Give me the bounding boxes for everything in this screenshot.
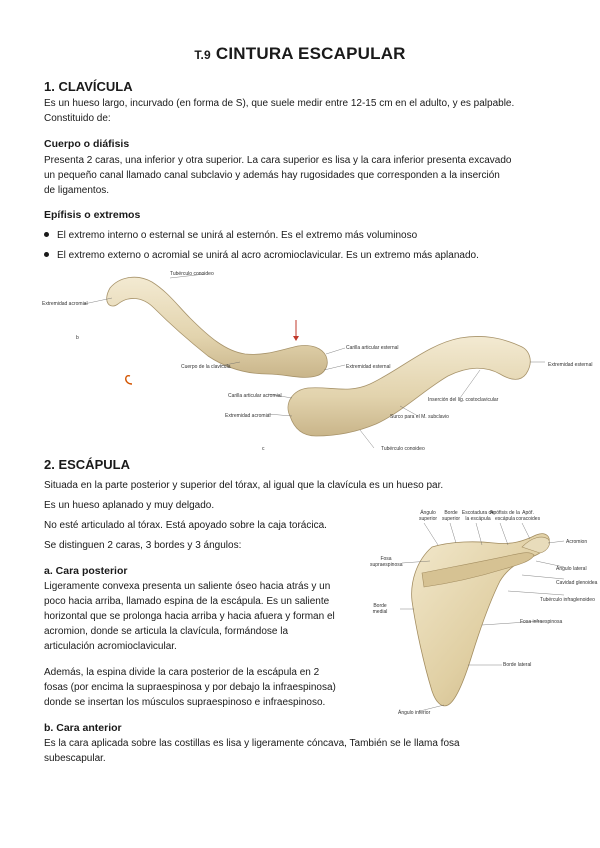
escapula-line-2: Es un hueso aplanado y muy delgado. <box>44 500 215 511</box>
bullet-item-1 <box>44 228 417 243</box>
bullet-dot-icon <box>44 232 49 237</box>
subheading-cara-anterior: b. Cara anterior <box>44 722 122 734</box>
label-borde-lateral: Borde lateral <box>503 662 532 668</box>
posterior-line-3: horizontal que se prolonga hacia arriba y hacia afuera y forman el <box>44 611 335 622</box>
label-apofisis: Apófisis de la escápula <box>490 510 520 522</box>
label-tuberculo-infra: Tubérculo infraglenoideo <box>540 597 595 603</box>
label-angulo-superior: Ángulo superior <box>418 510 438 522</box>
posterior-line-2: poco hacia arriba, llamado espina de la escápula. Es un saliente <box>44 596 330 607</box>
label-extremidad-esternal-right: Extremidad esternal <box>548 362 593 368</box>
bullet-text-2: El extremo externo o acromial se unirá al acro acromioclavicular. Es un extremo más aplanado. <box>57 250 479 261</box>
label-angulo-lateral: Ángulo lateral <box>556 566 587 572</box>
escapula-line-3: No esté articulado al tórax. Está apoyado sobre la caja torácica. <box>44 520 327 531</box>
title-number: T.9 <box>194 48 211 62</box>
posterior2-line-2: fosas (por encima la supraespinosa y por debajo la infraespinosa) <box>44 682 336 693</box>
bullet-text-1: El extremo interno o esternal se unirá al esternón. Es el extremo más voluminoso <box>57 230 418 241</box>
bullet-item-2 <box>44 248 479 263</box>
cuerpo-line-1: Presenta 2 caras, una inferior y otra superior. La cara superior es lisa y la cara inferior presenta excavado <box>44 155 512 166</box>
label-extremidad-esternal-mid: Extremidad esternal <box>346 364 391 370</box>
escapula-line-4: Se distinguen 2 caras, 3 bordes y 3 ángulos: <box>44 540 242 551</box>
label-escotadura: Escotadura de la escápula <box>461 510 495 522</box>
label-insercion: Inserción del lig. costoclavicular <box>428 397 499 403</box>
label-fosa-infra: Fosa infraespinosa <box>520 619 563 625</box>
section-heading-clavicula: 1. CLAVÍCULA <box>44 79 133 94</box>
subheading-epifisis: Epífisis o extremos <box>44 209 141 221</box>
posterior-line-1: Ligeramente convexa presenta un saliente óseo hacia atrás y un <box>44 581 331 592</box>
scapula-illustration <box>372 505 572 720</box>
label-c: c <box>262 446 265 452</box>
escapula-line-1: Situada en la parte posterior y superior del tórax, al igual que la clavícula es un hueso par. <box>44 480 444 491</box>
clavicula-intro-line-1: Es un hueso largo, incurvado (en forma de S), que suele medir entre 12-15 cm en el adulto, y es palpable. <box>44 98 515 109</box>
posterior2-line-3: donde se insertan los músculos supraespinoso e infraespinoso. <box>44 697 326 708</box>
label-cuerpo: Cuerpo de la clavícula <box>181 364 231 370</box>
anterior-line-2: subescapular. <box>44 753 106 764</box>
section-heading-escapula: 2. ESCÁPULA <box>44 457 130 472</box>
label-apofisis-coracoides: Apóf. coracoides <box>515 510 541 522</box>
bullet-dot-icon <box>44 252 49 257</box>
clavicle-lower-bone <box>288 336 530 436</box>
label-fosa-supra: Fosa supraespinosa <box>370 556 403 568</box>
label-angulo-inferior: Ángulo inferior <box>398 710 431 716</box>
clavicle-upper-bone <box>107 277 328 377</box>
title-text: CINTURA ESCAPULAR <box>215 44 406 63</box>
label-carilla-esternal: Carilla articular esternal <box>346 345 399 351</box>
subheading-cuerpo: Cuerpo o diáfisis <box>44 138 130 150</box>
label-borde-medial: Borde medial <box>372 603 388 615</box>
page-title <box>0 44 600 64</box>
posterior-line-4: acromion, donde se articula la clavícula, formándose la <box>44 626 289 637</box>
label-carilla-acromial: Carilla articular acromial <box>228 393 282 399</box>
clavicle-illustration <box>40 266 560 456</box>
label-extremidad-acromial-top: Extremidad acromial <box>42 301 88 307</box>
clavicula-intro-line-2: Constituido de: <box>44 113 111 124</box>
cuerpo-line-2: un pequeño canal llamado canal subclavio y además hay rugosidades que corresponden a la inserción <box>44 170 500 181</box>
subheading-cara-posterior: a. Cara posterior <box>44 565 128 577</box>
label-extremidad-acromial-bottom: Extremidad acromial <box>225 413 271 419</box>
label-borde-superior: Borde superior <box>441 510 461 522</box>
label-tuberculo-bottom: Tubérculo conoideo <box>381 446 425 452</box>
posterior2-line-1: Además, la espina divide la cara posterior de la escápula en 2 <box>44 667 320 678</box>
posterior-line-5: articulación acromioclavicular. <box>44 641 177 652</box>
label-acromion: Acromion <box>566 539 588 545</box>
cuerpo-line-3: de ligamentos. <box>44 185 110 196</box>
label-cavidad: Cavidad glenoidea <box>556 580 598 586</box>
label-tuberculo: Tubérculo conoideo <box>170 271 214 277</box>
anterior-line-1: Es la cara aplicada sobre las costillas es lisa y ligeramente cóncava, También se le llama fosa <box>44 738 460 749</box>
label-surco: Surco para el M. subclavio <box>390 414 449 420</box>
label-b: b <box>76 335 79 341</box>
